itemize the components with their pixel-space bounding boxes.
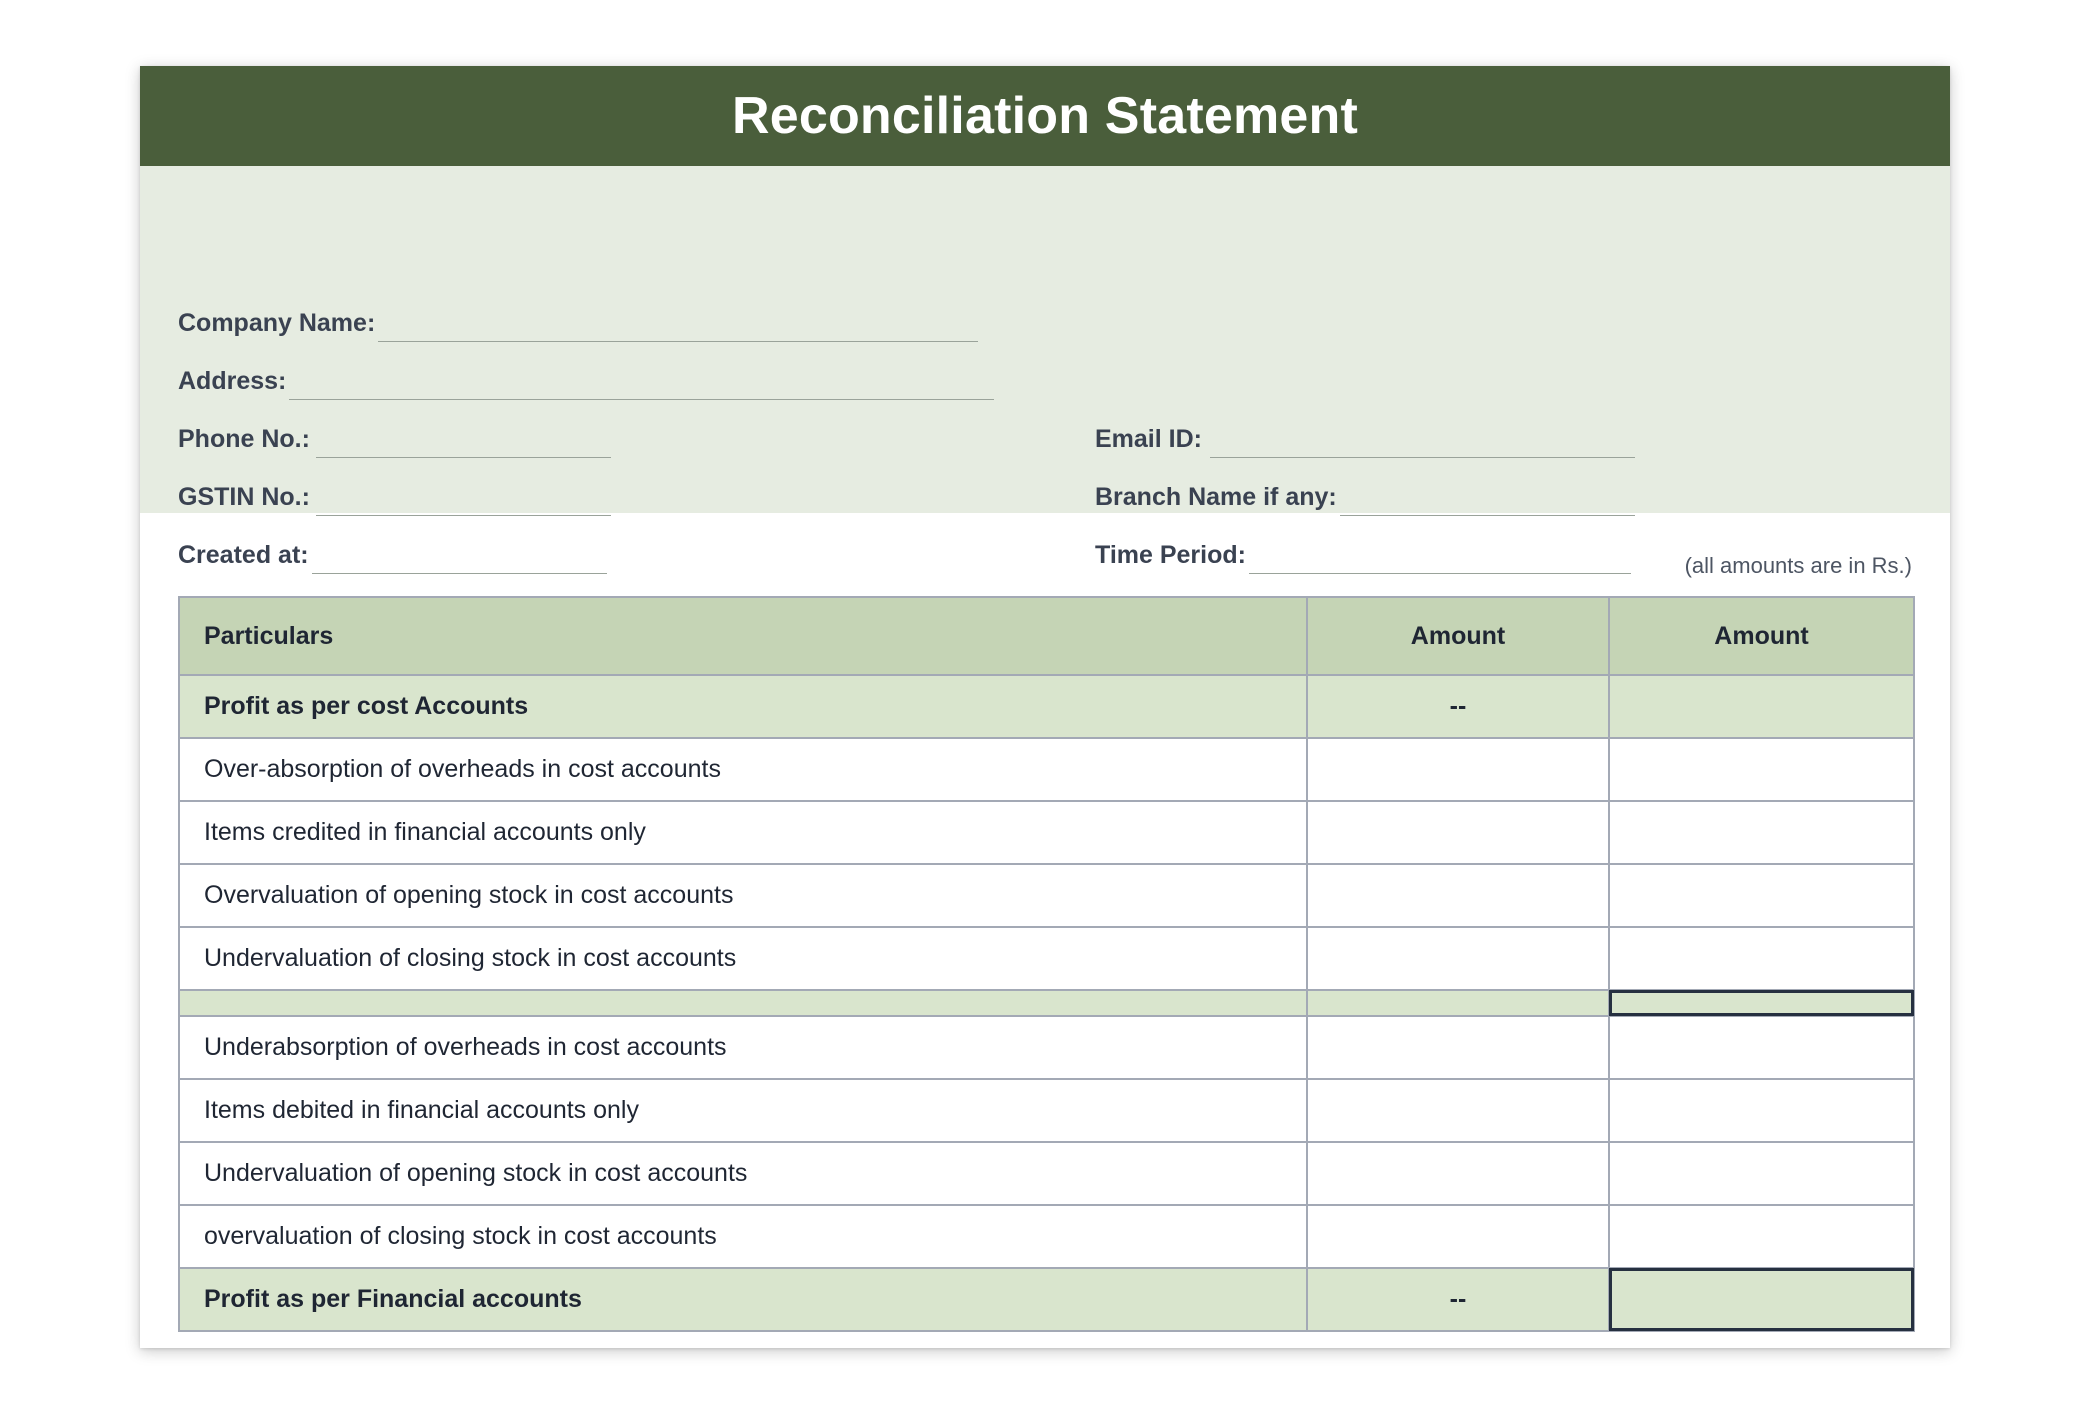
- amount-cell-2[interactable]: [1609, 864, 1914, 927]
- company-name-input[interactable]: [378, 313, 978, 342]
- amount-cell-2[interactable]: [1609, 675, 1914, 738]
- statement-sheet: [140, 66, 1950, 1348]
- amount-cell-2[interactable]: [1609, 1016, 1914, 1079]
- company-name-field: [178, 304, 978, 338]
- address-field: [178, 362, 994, 396]
- company-name-label: Company Name:: [178, 309, 376, 337]
- amount-cell-2[interactable]: [1609, 1142, 1914, 1205]
- table-row-cost-profit: [179, 675, 1914, 738]
- address-label: Address:: [178, 367, 287, 395]
- reconciliation-table: [178, 596, 1915, 1332]
- subtotal-amount-cell[interactable]: [1609, 990, 1914, 1016]
- phone-field: [178, 420, 611, 454]
- particular-cell: Overvaluation of opening stock in cost accounts: [179, 864, 1307, 927]
- amount-cell-1[interactable]: [1307, 1079, 1609, 1142]
- page-title: Reconciliation Statement: [731, 87, 1359, 145]
- amount-cell-1[interactable]: [1307, 801, 1609, 864]
- particular-cell: Undervaluation of closing stock in cost accounts: [179, 927, 1307, 990]
- title-bar: [140, 66, 1950, 166]
- header-amount-1: Amount: [1307, 597, 1609, 675]
- branch-label: Branch Name if any:: [1095, 483, 1337, 511]
- phone-label: Phone No.:: [178, 425, 310, 453]
- header-amount-2: Amount: [1609, 597, 1914, 675]
- created-at-label: Created at:: [178, 541, 309, 569]
- time-period-label: Time Period:: [1095, 541, 1246, 569]
- email-field: [1095, 420, 1635, 454]
- amount-cell-2[interactable]: [1609, 1079, 1914, 1142]
- particular-cell: Profit as per cost Accounts: [179, 675, 1307, 738]
- amount-cell-2[interactable]: [1609, 927, 1914, 990]
- gstin-input[interactable]: [316, 487, 611, 516]
- time-period-input[interactable]: [1249, 545, 1631, 574]
- subtotal-row: [179, 990, 1914, 1016]
- total-amount-cell[interactable]: [1609, 1268, 1914, 1331]
- amount-cell-2[interactable]: [1609, 1205, 1914, 1268]
- amount-cell-1[interactable]: [1307, 1016, 1609, 1079]
- amount-cell-1[interactable]: [1307, 738, 1609, 801]
- particular-cell: [179, 990, 1307, 1016]
- particular-cell: overvaluation of closing stock in cost accounts: [179, 1205, 1307, 1268]
- particular-cell: Profit as per Financial accounts: [179, 1268, 1307, 1331]
- table-header-row: [179, 597, 1914, 675]
- particular-cell: Over-absorption of overheads in cost accounts: [179, 738, 1307, 801]
- table-row: [179, 864, 1914, 927]
- amount-cell-1[interactable]: [1307, 864, 1609, 927]
- branch-input[interactable]: [1340, 487, 1635, 516]
- amount-cell-1[interactable]: --: [1307, 1268, 1609, 1331]
- created-at-field: [178, 536, 607, 570]
- phone-input[interactable]: [316, 429, 611, 458]
- table-row: [179, 927, 1914, 990]
- table-row: [179, 1079, 1914, 1142]
- gstin-label: GSTIN No.:: [178, 483, 310, 511]
- currency-note: (all amounts are in Rs.): [1684, 553, 1912, 578]
- email-input[interactable]: [1210, 429, 1635, 458]
- amount-cell-1[interactable]: --: [1307, 675, 1609, 738]
- table-row: [179, 1016, 1914, 1079]
- particular-cell: Underabsorption of overheads in cost accounts: [179, 1016, 1307, 1079]
- particular-cell: Undervaluation of opening stock in cost accounts: [179, 1142, 1307, 1205]
- amount-cell-2[interactable]: [1609, 738, 1914, 801]
- table-row-financial-profit: [179, 1268, 1914, 1331]
- gstin-field: [178, 478, 611, 512]
- amount-cell-1[interactable]: [1307, 990, 1609, 1016]
- header-particulars: Particulars: [179, 597, 1307, 675]
- email-label: Email ID:: [1095, 425, 1202, 453]
- table-row: [179, 801, 1914, 864]
- amount-cell-1[interactable]: [1307, 927, 1609, 990]
- amount-cell-1[interactable]: [1307, 1142, 1609, 1205]
- amount-cell-1[interactable]: [1307, 1205, 1609, 1268]
- table-row: [179, 738, 1914, 801]
- amount-cell-2[interactable]: [1609, 801, 1914, 864]
- branch-field: [1095, 478, 1635, 512]
- created-at-input[interactable]: [312, 545, 607, 574]
- time-period-field: [1095, 536, 1631, 570]
- address-input[interactable]: [289, 371, 994, 400]
- table-row: [179, 1205, 1914, 1268]
- particular-cell: Items debited in financial accounts only: [179, 1079, 1307, 1142]
- particular-cell: Items credited in financial accounts only: [179, 801, 1307, 864]
- table-row: [179, 1142, 1914, 1205]
